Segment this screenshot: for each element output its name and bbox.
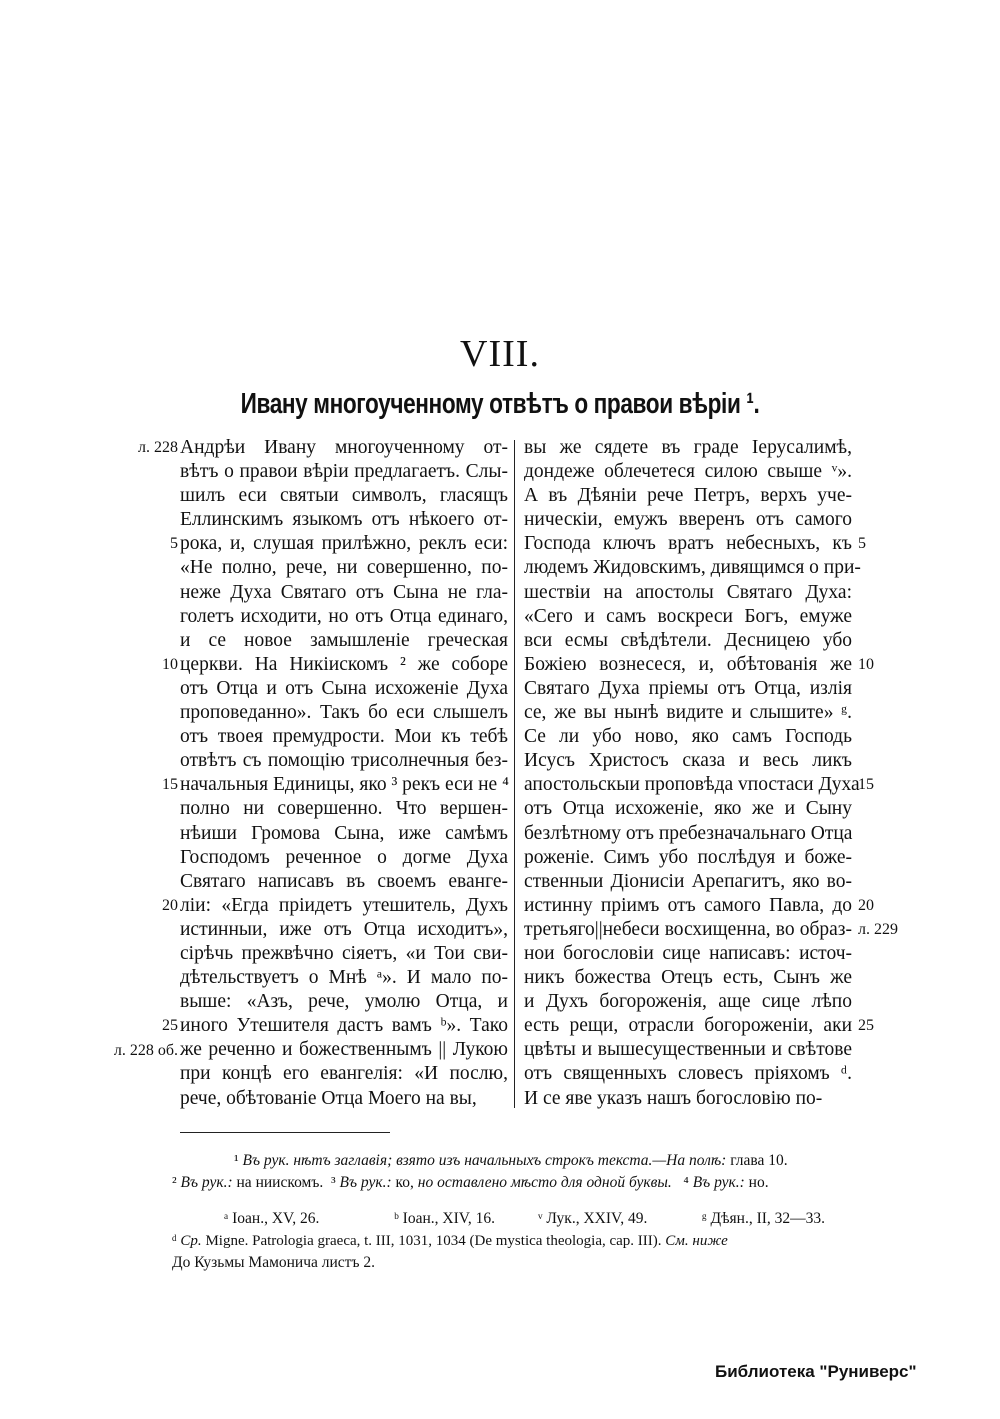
text-line: неже Духа Святаго отъ Сына не гла- [180, 581, 508, 603]
text-line: сiрѣчь прежвѣчно сiяетъ, «и Тои сви- [180, 942, 508, 964]
ref-b: ᵇ Iоан., XIV, 16. [394, 1210, 496, 1227]
text-line: Божiею вознесеся, и, обѣтованiя же [524, 653, 852, 675]
text-line: ническiи, емужъ вверенъ отъ самого [524, 509, 852, 531]
text-line: Исусъ Христосъ сказа и весь ликъ [524, 750, 852, 772]
margin-note-left: 25 [162, 1017, 178, 1035]
text-line: дондеже облечетеся силою свыше ᵛ». [524, 461, 852, 483]
text-line: вси есмы свѣдѣтели. Десницею убо [524, 629, 852, 651]
margin-note-right: 15 [858, 776, 874, 794]
text-line: и се новое замышленiе греческая [180, 629, 508, 651]
margin-note-right: л. 229 [858, 921, 898, 938]
ref-g: ᵍ Дѣян., II, 32—33. [702, 1210, 826, 1227]
margin-note-right: 20 [858, 896, 874, 914]
text-line: Андрѣи Ивану многоученному от- [180, 437, 508, 458]
text-line: шествiи на апостолы Святаго Духа: [524, 581, 852, 603]
text-line: «Не полно, рече, ни совершенно, по- [180, 557, 508, 579]
text-line: третьяго||небеси восхищенна, во образ- [524, 918, 852, 940]
text-line: истинну прiимъ отъ самого Павла, до [524, 894, 852, 916]
ref-a: ᵃ Iоан., XV, 26. [224, 1210, 320, 1227]
text-line: Еллинскимъ языкомъ отъ нѣкоего от- [180, 509, 508, 531]
text-line: отъ твоея премудрости. Мои къ тебѣ [180, 726, 508, 748]
margin-note-left: 20 [162, 896, 178, 914]
text-line: церкви. На Никiискомъ ² же соборе [180, 653, 508, 675]
margin-note-left: 5 [170, 535, 178, 553]
text-line: отъ Отца исхоженiе, яко же и Сыну [524, 798, 852, 820]
text-line: Святаго написавъ въ своемъ еванге- [180, 870, 508, 892]
text-line: и Духъ богороженiя, аще сице лѣпо [524, 991, 852, 1013]
reference-d-continued: До Кузьмы Мамонича листъ 2. [172, 1254, 375, 1271]
text-line: истинныи, иже отъ Отца исходитъ», [180, 918, 508, 940]
margin-note-left: 15 [162, 776, 178, 794]
left-text-column [180, 436, 508, 1111]
text-line: никъ божества Отецъ есть, Сынъ же [524, 967, 852, 989]
text-line: «Сего и самъ воскреси Богъ, емуже [524, 605, 852, 627]
ref-v: ᵛ Лук., XXIV, 49. [538, 1210, 648, 1227]
text-line: отъ священныхъ словесъ прiяхомъ ᵈ. [524, 1063, 852, 1085]
text-line: вѣтъ о правои вѣрiи предлагаетъ. Слы- [180, 461, 508, 483]
text-line: Святаго Духа прiемы отъ Отца, излiя [524, 677, 852, 699]
text-line: начальныя Единицы, яко ³ рекъ еси не ⁴ [180, 774, 509, 796]
margin-note-right: 10 [858, 655, 874, 673]
text-line: И се яве указъ нашъ богословiю по- [524, 1087, 823, 1109]
text-line: безлѣтному отъ пребезначальнаго Отца [524, 822, 853, 844]
text-line: рока, и, слушая прилѣжно, реклъ еси: [180, 533, 508, 555]
text-line: голетъ исходити, но отъ Отца единаго, [180, 605, 508, 627]
chapter-number: VIII. [460, 333, 540, 375]
text-line: проповеданно». Такъ бо еси слышелъ [180, 702, 508, 724]
text-line: апостольскыи проповѣда vпостаси Духа [524, 774, 860, 796]
text-line: Господомъ реченное о догме Духа [180, 846, 508, 868]
reference-d: ᵈ Ср. Migne. Patrologia graeca, t. III, 1031, 1034 (De mystica theologia, cap. III). См. ниже [172, 1233, 728, 1249]
text-line: нои богословiи сице написавъ: источ- [524, 942, 852, 964]
text-line: нѣиши Громова Сына, иже самѣмъ [180, 822, 508, 844]
text-line: Се ли убо ново, яко самъ Господь [524, 726, 852, 748]
text-line: дѣтельствуетъ о Мнѣ ᵃ». И мало по- [180, 967, 508, 989]
text-line: же реченно и божественнымъ || Лукою [180, 1039, 508, 1061]
text-line: ственныи Дiонисiи Арепагитъ, яко во- [524, 870, 852, 892]
margin-note-right: 25 [858, 1017, 874, 1035]
margin-note-left: 10 [162, 655, 178, 673]
margin-note-left: л. 228 об. [113, 1041, 178, 1059]
margin-note-left: л. 228 [138, 439, 178, 456]
text-line: при концѣ его евангелiя: «И послю, [180, 1063, 508, 1085]
text-line: отвѣтъ съ помощiю трисолнечныя без- [180, 750, 508, 772]
library-credit: Библиотека "Руниверс" [715, 1362, 917, 1381]
margin-note-right: 5 [858, 535, 866, 553]
text-line: выше: «Азъ, рече, умолю Отца, и [180, 991, 508, 1013]
text-line: роженiе. Симъ убо послѣдуя и боже- [524, 846, 852, 868]
column-divider [514, 440, 515, 1108]
text-line: иного Утешителя дастъ вамъ ᵇ». Тако [180, 1015, 508, 1037]
footnote-rule [180, 1132, 390, 1133]
chapter-title: Ивану многоученному отвѣтъ о правои вѣрiи ¹. [240, 388, 760, 420]
text-line: есть рещи, отрасли богороженiи, аки [524, 1015, 852, 1037]
text-line: вы же сядете въ граде Iерусалимѣ, [524, 437, 852, 458]
text-line: цвѣты и вышесущественныи и свѣтове [524, 1039, 852, 1061]
footnote-1: ¹ Въ рук. нѣтъ заглавiя; взято изъ начальныхъ строкъ текста.—На полѣ: глава 10. [234, 1152, 788, 1169]
footnotes-2-4: ² Въ рук.: на ниискомъ. ³ Въ рук.: ко, но оставлено мѣсто для одной буквы. ⁴ Въ рук.: но. [172, 1174, 769, 1191]
text-line: се, же вы нынѣ видите и слышите» ᵍ. [524, 702, 852, 724]
text-line: А въ Дѣянiи рече Петръ, верхъ уче- [524, 485, 852, 507]
text-line: отъ Отца и отъ Сына исхоженiе Духа [180, 677, 508, 699]
text-line: людемъ Жидовскимъ, дивящимся о при- [524, 557, 861, 579]
text-line: Господа ключъ вратъ небесныхъ, къ [524, 533, 852, 555]
text-line: шилъ еси святыи символъ, гласящъ [180, 485, 508, 507]
right-text-column [524, 436, 861, 1111]
text-line: полно ни совершенно. Что вершен- [180, 798, 508, 820]
text-line: лiи: «Егда прiидетъ утешитель, Духъ [180, 894, 508, 916]
text-line: рече, обѣтованiе Отца Моего на вы, [180, 1087, 477, 1109]
